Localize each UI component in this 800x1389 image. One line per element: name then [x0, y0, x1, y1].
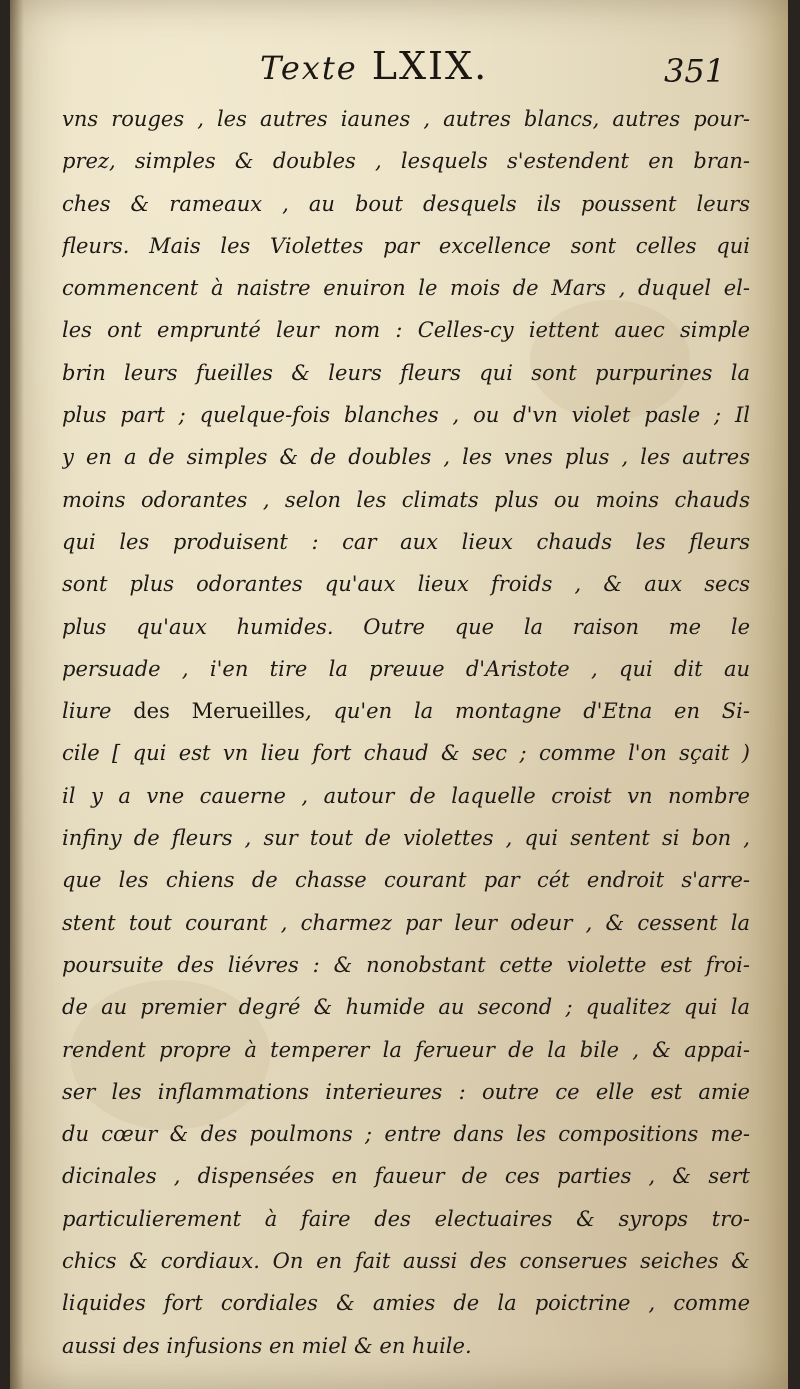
text-line: [62, 648, 750, 690]
text-line: [62, 1113, 750, 1155]
text-line: [62, 817, 750, 859]
text-line: [62, 1282, 750, 1324]
text-segment: du cœur & des poulmons ; entre dans les compositions me-: [62, 1122, 750, 1147]
text-segment: rendent propre à temperer la ferueur de la bile , & appai-: [62, 1037, 750, 1062]
text-segment: qui les produisent : car aux lieux chauds les fleurs: [62, 529, 750, 554]
gutter-shadow: [10, 0, 24, 1389]
text-line: [62, 1198, 750, 1240]
text-segment: stent tout courant , charmez par leur odeur , & cessent la: [62, 910, 750, 935]
text-line: [62, 394, 750, 436]
text-segment: des Merueilles: [133, 699, 305, 724]
text-segment: moins odorantes , selon les climats plus ou moins chauds: [62, 487, 750, 512]
text-line: [62, 563, 750, 605]
page-number: 351: [664, 52, 726, 90]
text-segment: fleurs. Mais les Violettes par excellence sont celles qui: [62, 233, 750, 258]
text-segment: sont plus odorantes qu'aux lieux froids , & aux secs: [62, 572, 750, 597]
text-line: [62, 1325, 750, 1367]
text-line: [62, 902, 750, 944]
text-segment: chics & cordiaux. On en fait aussi des conserues seiches &: [62, 1249, 750, 1274]
text-segment: plus qu'aux humides. Outre que la raison me le: [62, 614, 750, 639]
page-header: [10, 44, 788, 94]
text-line: [62, 225, 750, 267]
text-line: [62, 436, 750, 478]
text-segment: persuade , i'en tire la preuue d'Aristote , qui dit au: [62, 656, 750, 681]
text-segment: il y a vne cauerne , autour de laquelle croist vn nombre: [62, 783, 750, 808]
text-line: [62, 1071, 750, 1113]
text-segment: liure: [62, 699, 134, 724]
text-line: [62, 986, 750, 1028]
text-line: [62, 267, 750, 309]
text-line: [62, 479, 750, 521]
text-segment: ches & rameaux , au bout desquels ils poussent leurs: [62, 191, 750, 216]
text-segment: cile [ qui est vn lieu fort chaud & sec ; comme l'on sçait ): [62, 741, 750, 766]
text-segment: aussi des infusions en miel & en huile.: [62, 1333, 472, 1358]
text-line: [62, 1155, 750, 1197]
text-line: [62, 140, 750, 182]
text-line: [62, 859, 750, 901]
text-segment: plus part ; quelque-fois blanches , ou d'vn violet pasle ; Il: [62, 403, 750, 428]
body-text: [62, 98, 750, 1367]
text-line: [62, 98, 750, 140]
text-segment: ser les inflammations interieures : outre ce elle est amie: [62, 1079, 750, 1104]
running-head-number: LXIX.: [371, 44, 489, 88]
text-line: [62, 521, 750, 563]
text-segment: brin leurs fueilles & leurs fleurs qui sont purpurines la: [62, 360, 750, 385]
text-segment: liquides fort cordiales & amies de la poictrine , comme: [62, 1291, 750, 1316]
text-segment: les ont emprunté leur nom : Celles-cy iettent auec simple: [62, 318, 750, 343]
text-segment: particulierement à faire des electuaires & syrops tro-: [62, 1206, 750, 1231]
text-line: [62, 690, 750, 732]
text-segment: , qu'en la montagne d'Etna en Si-: [304, 699, 750, 724]
text-line: [62, 1029, 750, 1071]
text-segment: infiny de fleurs , sur tout de violettes , qui sentent si bon ,: [62, 826, 750, 851]
text-line: [62, 309, 750, 351]
text-line: [62, 352, 750, 394]
text-segment: que les chiens de chasse courant par cét endroit s'arre-: [62, 868, 750, 893]
text-segment: dicinales , dispensées en faueur de ces parties , & sert: [62, 1164, 750, 1189]
text-segment: poursuite des liévres : & nonobstant cette violette est froi-: [62, 952, 750, 977]
text-line: [62, 732, 750, 774]
text-segment: commencent à naistre enuiron le mois de Mars , duquel el-: [62, 276, 750, 301]
book-page: [10, 0, 788, 1389]
text-line: [62, 775, 750, 817]
text-line: [62, 944, 750, 986]
text-line: [62, 183, 750, 225]
text-line: [62, 606, 750, 648]
text-segment: y en a de simples & de doubles , les vnes plus , les autres: [62, 445, 750, 470]
running-head: [260, 44, 488, 88]
text-segment: de au premier degré & humide au second ; qualitez qui la: [62, 995, 750, 1020]
text-segment: vns rouges , les autres iaunes , autres blancs, autres pour-: [62, 107, 750, 131]
text-segment: prez, simples & doubles , lesquels s'estendent en bran-: [62, 149, 750, 174]
text-line: [62, 1240, 750, 1282]
running-head-word: Texte: [260, 49, 358, 87]
